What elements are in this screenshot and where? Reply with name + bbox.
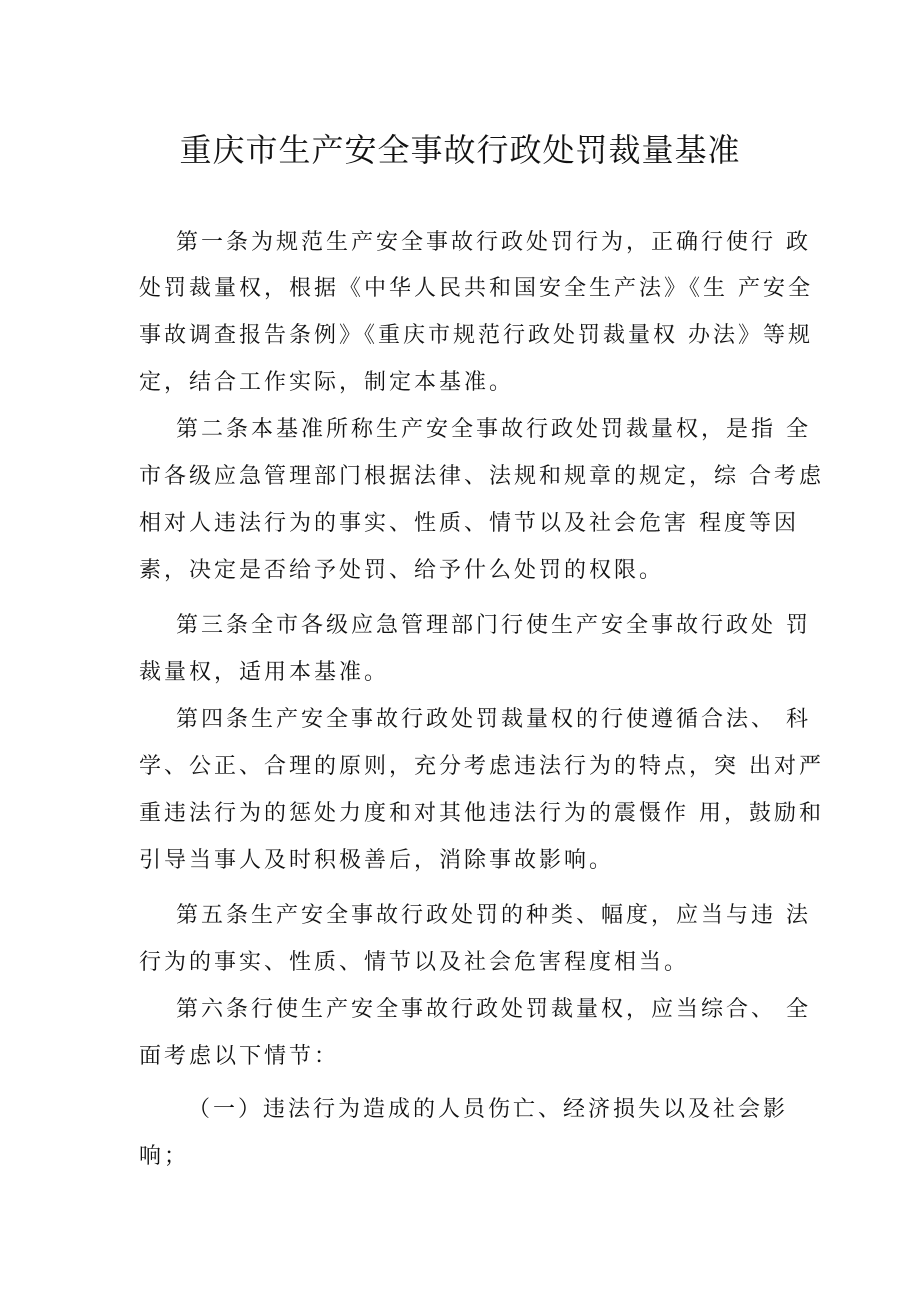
article-4-line-1: 第四条生产安全事故行政处罚裁量权的行使遵循合法、 科: [176, 707, 811, 732]
article-3-line-2: 裁量权，适用本基准。: [139, 660, 390, 685]
article-4-line-4: 引导当事人及时积极善后，消除事故影响。: [139, 848, 615, 873]
article-1-line-1: 第一条为规范生产安全事故行政处罚行为，正确行使行 政: [176, 230, 811, 255]
article-2-line-3: 相对人违法行为的事实、性质、情节以及社会危害 程度等因: [139, 511, 799, 536]
clause-1-line-1: （一）违法行为造成的人员伤亡、经济损失以及社会影: [188, 1097, 789, 1122]
clause-1-line-2: 响；: [139, 1144, 190, 1169]
article-5-line-1: 第五条生产安全事故行政处罚的种类、幅度，应当与违 法: [176, 903, 811, 928]
article-5-line-2: 行为的事实、性质、情节以及社会危害程度相当。: [139, 950, 690, 975]
article-1-line-4: 定，结合工作实际，制定本基准。: [139, 370, 515, 395]
article-6-line-2: 面考虑以下情节：: [139, 1044, 340, 1069]
article-2-line-2: 市各级应急管理部门根据法律、法规和规章的规定，综 合考虑: [139, 464, 824, 489]
article-1-line-3: 事故调查报告条例》《重庆市规范行政处罚裁量权 办法》等规: [139, 323, 813, 348]
article-4-line-3: 重违法行为的惩处力度和对其他违法行为的震慑作 用，鼓励和: [139, 801, 824, 826]
article-4-line-2: 学、公正、合理的原则，充分考虑违法行为的特点，突 出对严: [139, 754, 824, 779]
article-2-line-4: 素，决定是否给予处罚、给予什么处罚的权限。: [139, 558, 665, 583]
article-6-line-1: 第六条行使生产安全事故行政处罚裁量权，应当综合、 全: [176, 997, 811, 1022]
article-1-line-2: 处罚裁量权，根据《中华人民共和国安全生产法》《生 产安全: [139, 276, 813, 301]
article-3-line-1: 第三条全市各级应急管理部门行使生产安全事故行政处 罚: [176, 613, 811, 638]
document-title: 重庆市生产安全事故行政处罚裁量基准: [179, 131, 741, 169]
article-2-line-1: 第二条本基准所称生产安全事故行政处罚裁量权，是指 全: [176, 417, 811, 442]
